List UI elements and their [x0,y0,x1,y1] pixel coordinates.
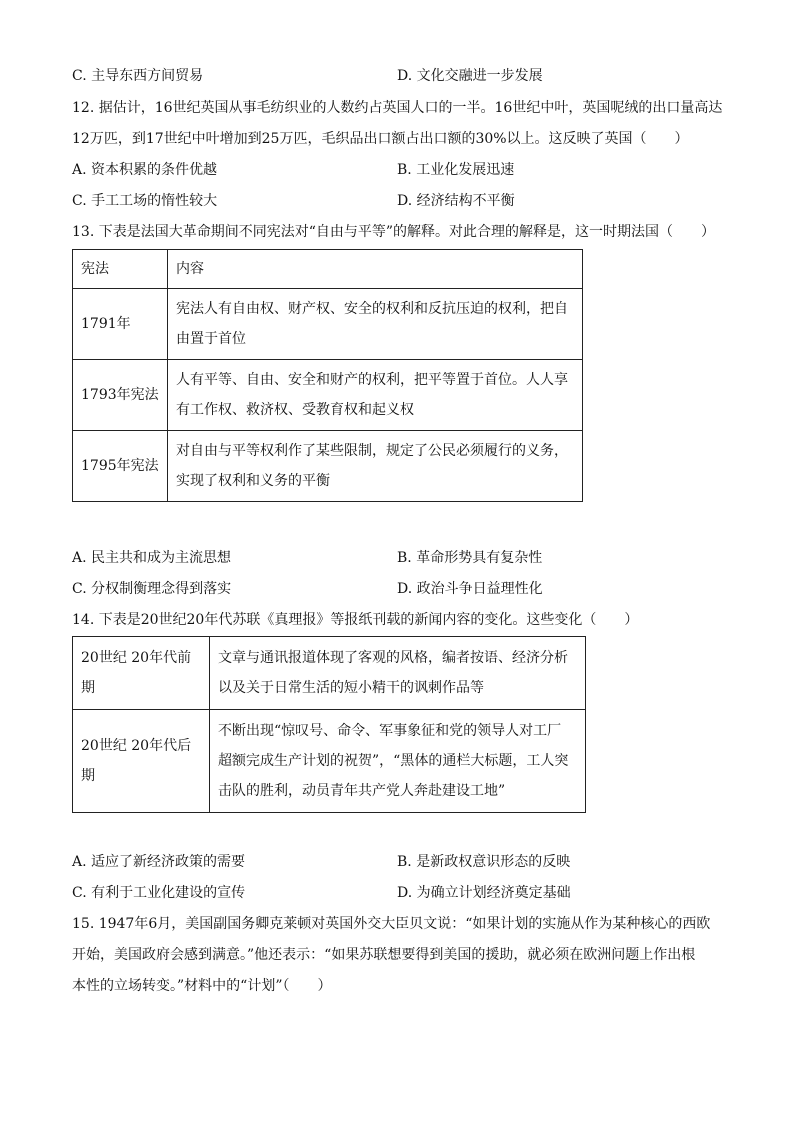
q11-option-d[interactable]: D. 文化交融进一步发展 [397,68,543,84]
q14-stem: 14. 下表是20世纪20年代苏联《真理报》等报纸刊载的新闻内容的变化。这些变化（ ） [72,612,639,628]
q13-option-b[interactable]: B. 革命形势具有复杂性 [397,550,543,566]
q12-option-a[interactable]: A. 资本积累的条件优越 [72,162,218,178]
table-header-cell: 宪法 [73,250,168,289]
q12-stem-line2: 12万匹，到17世纪中叶增加到25万匹，毛织品出口额占出口额的30%以上。这反映了英国（ ） [72,131,689,147]
cell-line: 20世纪 20年代前 [81,650,192,666]
q13-option-a[interactable]: A. 民主共和成为主流思想 [72,550,232,566]
q12-option-b[interactable]: B. 工业化发展迅速 [397,162,515,178]
q15-stem-line1: 15. 1947年6月，美国副国务卿克莱顿对英国外交大臣贝文说：“如果计划的实施从作为某种核心的西欧 [72,916,711,932]
table-cell-content [168,289,583,360]
cell-line: 以及关于日常生活的短小精干的讽刺作品等 [218,680,484,696]
table-row [73,360,583,431]
q13-constitution-table [72,249,583,502]
cell-line: 20世纪 20年代后 [81,738,192,754]
table-row [73,710,586,813]
cell-line: 文章与通讯报道体现了客观的风格，编者按语、经济分析 [218,650,568,666]
cell-line: 对自由与平等权利作了某些限制，规定了公民必须履行的义务， [176,443,568,459]
cell-line: 宪法人有自由权、财产权、安全的权利和反抗压迫的权利，把自 [176,301,568,317]
q12-stem-line1: 12. 据估计，16世纪英国从事毛纺织业的人数约占英国人口的一半。16世纪中叶，英国呢绒的出口量高达 [72,100,723,116]
table-cell-year: 1793年宪法 [73,360,168,431]
q14-options-row-cd [72,883,722,903]
q14-option-b[interactable]: B. 是新政权意识形态的反映 [397,854,571,870]
q11-options-row-cd [72,66,722,86]
table-row [73,289,583,360]
table-cell-content [210,637,586,710]
cell-line: 超额完成生产计划的祝贺”，“黑体的通栏大标题，工人突 [218,753,569,769]
table-cell-year: 1791年 [73,289,168,360]
cell-line: 期 [81,680,95,696]
q13-option-c[interactable]: C. 分权制衡理念得到落实 [72,581,232,597]
table-header-cell: 内容 [168,250,583,289]
q12-options-row-cd [72,191,722,211]
q13-stem: 13. 下表是法国大革命期间不同宪法对“自由与平等”的解释。对此合理的解释是，这一时期法国（ ） [72,224,716,240]
q15-stem-line2: 开始，美国政府会感到满意。”他还表示：“如果苏联想要得到美国的援助，就必须在欧洲问题上作出根 [72,947,696,963]
q14-option-c[interactable]: C. 有利于工业化建设的宣传 [72,885,246,901]
q14-option-a[interactable]: A. 适应了新经济政策的需要 [72,854,246,870]
table-cell-content [168,360,583,431]
q12-option-d[interactable]: D. 经济结构不平衡 [397,193,515,209]
table-row [73,637,586,710]
table-header-row [73,250,583,289]
q12-option-c[interactable]: C. 手工工场的惰性较大 [72,193,218,209]
q15-stem-line3: 本性的立场转变。”材料中的“计划”（ ） [72,978,332,994]
cell-line: 有工作权、救济权、受教育权和起义权 [176,402,414,418]
table-cell-year: 1795年宪法 [73,431,168,502]
q13-option-d[interactable]: D. 政治斗争日益理性化 [397,581,543,597]
cell-line: 击队的胜利，动员青年共产党人奔赴建设工地” [218,783,506,799]
table-cell-period [73,710,210,813]
table-cell-content [168,431,583,502]
q13-options-row-ab [72,548,722,568]
table-cell-content [210,710,586,813]
cell-line: 期 [81,768,95,784]
cell-line: 实现了权利和义务的平衡 [176,473,330,489]
q12-options-row-ab [72,160,722,180]
cell-line: 人有平等、自由、安全和财产的权利，把平等置于首位。人人享 [176,372,568,388]
cell-line: 不断出现“惊叹号、命令、军事象征和党的领导人对工厂 [218,723,562,739]
q14-option-d[interactable]: D. 为确立计划经济奠定基础 [397,885,571,901]
q14-newspaper-table [72,636,586,813]
q14-options-row-ab [72,852,722,872]
table-cell-period [73,637,210,710]
cell-line: 由置于首位 [176,331,246,347]
q11-option-c[interactable]: C. 主导东西方间贸易 [72,68,204,84]
table-row [73,431,583,502]
q13-options-row-cd [72,579,722,599]
